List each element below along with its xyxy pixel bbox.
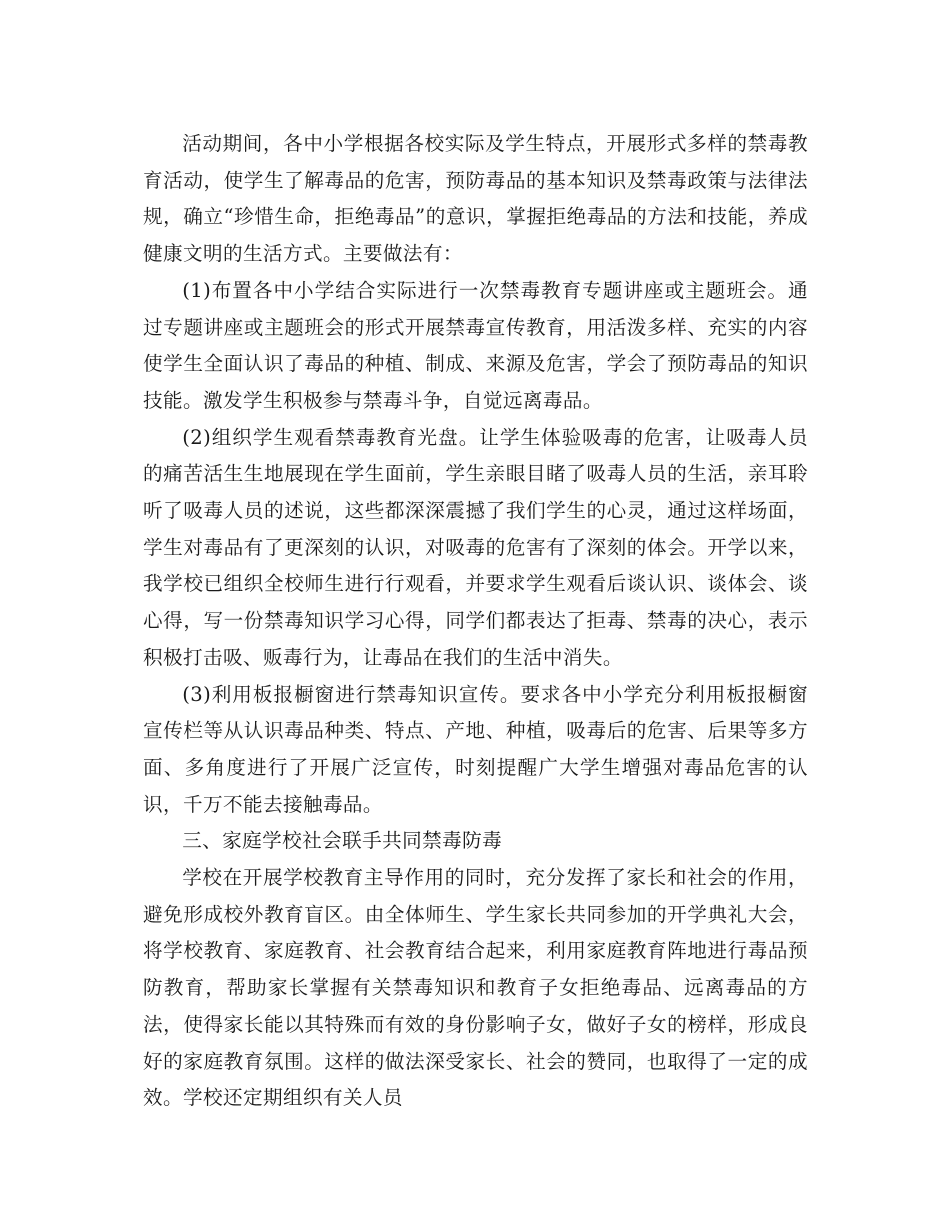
paragraph-intro: 活动期间，各中小学根据各校实际及学生特点，开展形式多样的禁毒教育活动，使学生了解毒品的危害，预防毒品的基本知识及禁毒政策与法律法规，确立“珍惜生命，拒绝毒品”的意识，掌握拒绝毒品的方法和技能，养成健康文明的生活方式。主要做法有： (143, 132, 808, 266)
paragraph-item-2: (2)组织学生观看禁毒教育光盘。让学生体验吸毒的危害，让吸毒人员的痛苦活生生地展现在学生面前，学生亲眼目睹了吸毒人员的生活，亲耳聆听了吸毒人员的述说，这些都深深震撼了我们学生的心灵，通过这样场面，学生对毒品有了更深刻的认识，对吸毒的危害有了深刻的体会。开学以来，我学校已组织全校师生进行行观看，并要求学生观看后谈认识、谈体会、谈心得，写一份禁毒知识学习心得，同学们都表达了拒毒、禁毒的决心，表示积极打击吸、贩毒行为，让毒品在我们的生活中消失。 (143, 425, 808, 669)
section-heading: 三、家庭学校社会联手共同禁毒防毒 (182, 829, 503, 853)
paragraph-section-3: 学校在开展学校教育主导作用的同时，充分发挥了家长和社会的作用，避免形成校外教育盲区。由全体师生、学生家长共同参加的开学典礼大会，将学校教育、家庭教育、社会教育结合起来，利用家庭教育阵地进行毒品预防教育，帮助家长掌握有关禁毒知识和教育子女拒绝毒品、远离毒品的方法，使得家长能以其特殊而有效的身份影响子女，做好子女的榜样，形成良好的家庭教育氛围。这样的做法深受家长、社会的赞同，也取得了一定的成效。学校还定期组织有关人员 (143, 866, 808, 1110)
paragraph-item-1: (1)布置各中小学结合实际进行一次禁毒教育专题讲座或主题班会。通过专题讲座或主题班会的形式开展禁毒宣传教育，用活泼多样、充实的内容使学生全面认识了毒品的种植、制成、来源及危害，学会了预防毒品的知识技能。激发学生积极参与禁毒斗争，自觉远离毒品。 (143, 278, 808, 412)
paragraph-item-3: (3)利用板报橱窗进行禁毒知识宣传。要求各中小学充分利用板报橱窗宣传栏等从认识毒品种类、特点、产地、种植，吸毒后的危害、后果等多方面、多角度进行了开展广泛宣传，时刻提醒广大学生增强对毒品危害的认识，千万不能去接触毒品。 (143, 682, 808, 816)
document-body (143, 126, 808, 1117)
